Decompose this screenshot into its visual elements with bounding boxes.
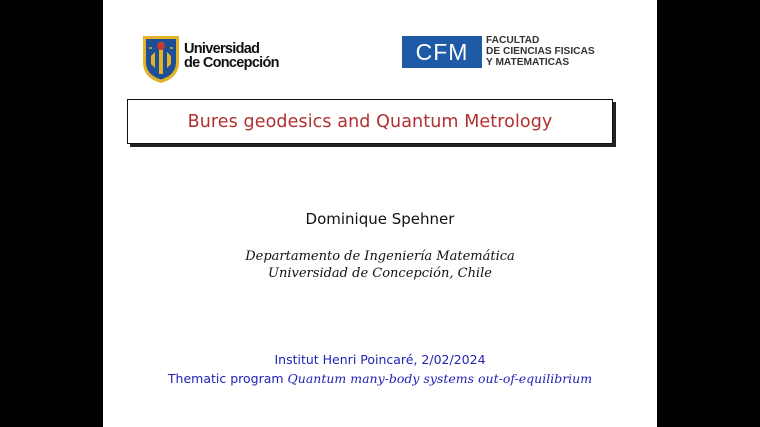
udec-line2: de Concepción	[184, 55, 279, 71]
slide	[103, 0, 657, 427]
venue-date: Institut Henri Poincaré, 2/02/2024	[274, 352, 486, 367]
udec-shield-icon	[141, 34, 181, 84]
universidad-de-concepcion-logo	[141, 34, 281, 86]
cfm-line1: FACULTAD	[486, 35, 540, 46]
affiliation-department: Departamento de Ingeniería Matemática	[245, 249, 515, 264]
cfm-line3: Y MATEMATICAS	[486, 56, 570, 68]
affiliation-university: Universidad de Concepción, Chile	[268, 266, 492, 281]
slide-title: Bures geodesics and Quantum Metrology	[187, 111, 553, 132]
cfm-logo	[402, 36, 602, 70]
thematic-program	[103, 371, 657, 386]
cfm-line2: DE CIENCIAS FISICAS	[486, 45, 595, 57]
cfm-wordmark	[486, 36, 595, 68]
title-box	[127, 99, 613, 144]
cfm-abbr: CFM	[402, 36, 482, 68]
udec-line1: Universidad	[184, 41, 260, 57]
program-prefix: Thematic program	[167, 371, 284, 386]
author-name: Dominique Spehner	[305, 210, 455, 228]
program-name: Quantum many-body systems out-of-equilibrium	[287, 371, 593, 386]
udec-wordmark	[184, 42, 279, 70]
